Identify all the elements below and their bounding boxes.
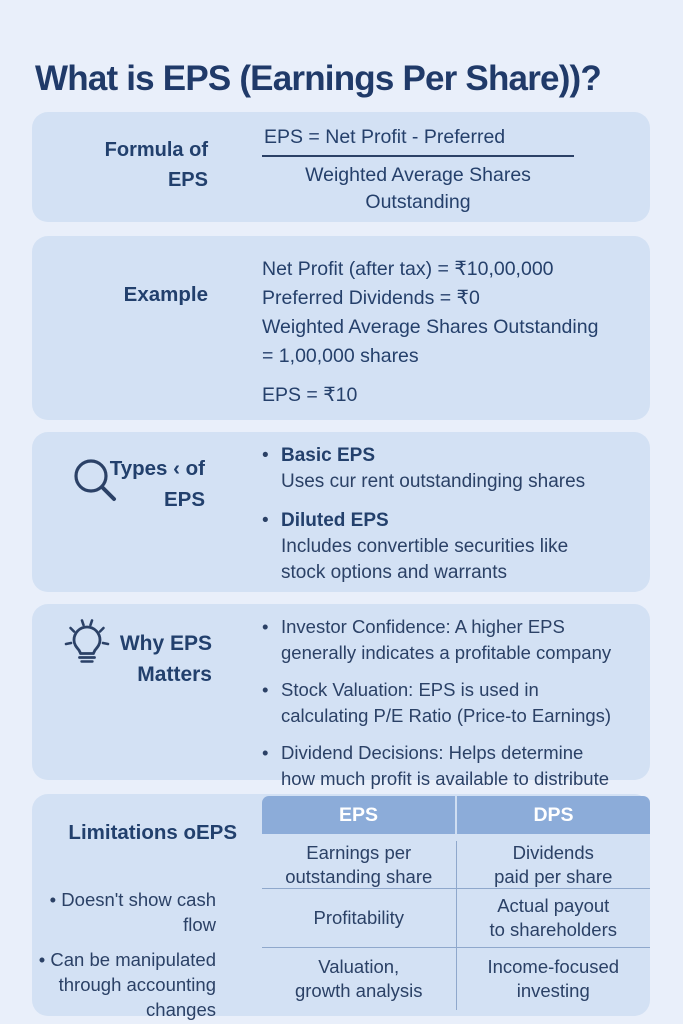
example-line-preferred-dividends: Preferred Dividends = ₹0 bbox=[262, 287, 480, 309]
diluted-eps-heading: Diluted EPS bbox=[281, 510, 389, 531]
cash-flow-line2: flow bbox=[183, 914, 216, 935]
manipulated-line2: through accounting bbox=[58, 974, 216, 995]
formula-label-line1: Formula of bbox=[104, 139, 208, 161]
table-cell-eps-definition: Earnings per outstanding share bbox=[285, 841, 433, 887]
example-card-label: Example bbox=[123, 283, 208, 306]
eps-dps-comparison-table bbox=[262, 796, 650, 1010]
bullet-icon: • bbox=[262, 510, 269, 531]
list-item-manipulated bbox=[32, 947, 216, 1022]
formula-label-line2: EPS bbox=[167, 169, 208, 191]
table-cell-dps-measure: Actual payout to shareholders bbox=[456, 889, 651, 947]
formula-card bbox=[32, 112, 650, 222]
table-header-eps: EPS bbox=[338, 804, 379, 826]
fraction-line bbox=[262, 155, 574, 157]
manipulated-line3: changes bbox=[146, 999, 216, 1020]
diluted-eps-description-line1: Includes convertible securities like bbox=[281, 536, 569, 557]
table-row-measure bbox=[262, 888, 650, 947]
table-row-definition bbox=[262, 841, 650, 888]
table-row-use bbox=[262, 947, 650, 1010]
why-eps-matters-card bbox=[32, 604, 650, 789]
list-item-dividend-decisions bbox=[262, 740, 657, 792]
bullet-icon: • bbox=[49, 889, 57, 910]
page-title: What is EPS (Earnings Per Share))? bbox=[35, 59, 601, 99]
dividend-decisions-line1: Dividend Decisions: Helps determine bbox=[281, 742, 584, 763]
manipulated-line1: Can be manipulated bbox=[50, 949, 216, 970]
dividend-decisions-line2: how much profit is available to distribute bbox=[281, 768, 610, 789]
bullet-icon: • bbox=[262, 616, 269, 637]
types-label-line2: EPS bbox=[163, 488, 205, 511]
types-card bbox=[32, 432, 650, 592]
investor-confidence-line1: Investor Confidence: A higher EPS bbox=[281, 616, 565, 637]
example-line-weighted-shares: Weighted Average Shares Outstanding bbox=[262, 316, 599, 338]
bullet-icon: • bbox=[262, 445, 269, 466]
why-label-line1: Why EPS bbox=[119, 632, 212, 655]
investor-confidence-line2: generally indicates a profitable company bbox=[281, 642, 612, 663]
why-list bbox=[262, 614, 657, 803]
table-header-dps: DPS bbox=[455, 796, 650, 834]
list-item-basic-eps bbox=[262, 443, 654, 495]
stock-valuation-line1: Stock Valuation: EPS is used in bbox=[281, 679, 539, 700]
bullet-icon: • bbox=[262, 679, 269, 700]
types-label-line1: Types ‹ of bbox=[109, 457, 205, 480]
basic-eps-description: Uses cur rent outstandinging shares bbox=[281, 471, 586, 492]
table-cell-dps-definition: Dividends paid per share bbox=[456, 841, 651, 888]
list-item-cash-flow bbox=[32, 887, 216, 937]
stock-valuation-line2: calculating P/E Ratio (Price-to Earnings) bbox=[281, 705, 612, 726]
table-cell-eps-use: Valuation, growth analysis bbox=[294, 956, 423, 1001]
types-list bbox=[262, 443, 654, 599]
formula-denominator bbox=[262, 162, 574, 216]
bullet-icon: • bbox=[262, 742, 269, 763]
why-label-line2: Matters bbox=[137, 663, 212, 686]
diluted-eps-description-line2: stock options and warrants bbox=[281, 562, 508, 583]
example-calculation bbox=[262, 255, 598, 410]
limitations-card bbox=[32, 794, 650, 1020]
table-cell-eps-measure: Profitability bbox=[313, 907, 404, 928]
example-card bbox=[32, 236, 650, 420]
limitations-list bbox=[32, 887, 216, 1024]
example-line-share-count: = 1,00,000 shares bbox=[262, 345, 419, 367]
denominator-line2: Outstanding bbox=[365, 191, 471, 213]
formula-card-label bbox=[32, 135, 208, 195]
why-card-label bbox=[32, 628, 212, 690]
list-item-investor-confidence bbox=[262, 614, 657, 666]
basic-eps-heading: Basic EPS bbox=[281, 445, 375, 466]
example-result: EPS = ₹10 bbox=[262, 384, 358, 406]
example-line-net-profit: Net Profit (after tax) = ₹10,00,000 bbox=[262, 258, 554, 280]
table-cell-dps-use: Income-focused investing bbox=[456, 948, 651, 1010]
limitations-card-label: Limitations oEPS bbox=[68, 821, 237, 844]
list-item-diluted-eps bbox=[262, 508, 654, 586]
eps-formula bbox=[262, 126, 574, 216]
cash-flow-line1: Doesn't show cash bbox=[61, 889, 216, 910]
table-header-row bbox=[262, 796, 650, 834]
list-item-stock-valuation bbox=[262, 677, 657, 729]
types-card-label bbox=[32, 453, 205, 515]
formula-numerator: EPS = Net Profit - Preferred bbox=[264, 126, 506, 148]
denominator-line1: Weighted Average Shares bbox=[305, 164, 531, 186]
bullet-icon: • bbox=[38, 949, 46, 970]
